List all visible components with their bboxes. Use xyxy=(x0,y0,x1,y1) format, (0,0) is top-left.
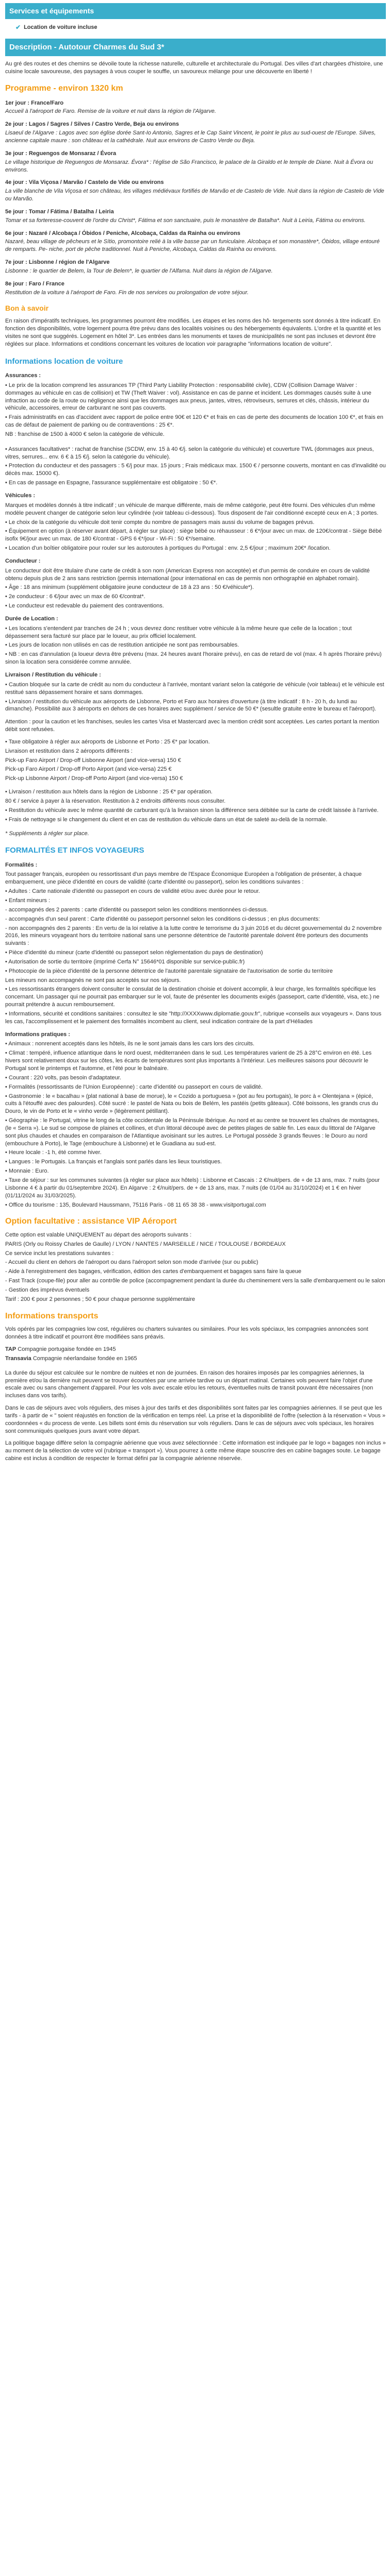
conducteur-list xyxy=(5,567,386,610)
option-line: Cette option est valable UNIQUEMENT au départ des aéroports suivants : xyxy=(5,1231,192,1238)
programme-title: Programme - environ 1320 km xyxy=(5,84,123,93)
formalites-subtitle: Formalités : xyxy=(5,861,38,868)
option-line: Tarif : 200 € pour 2 personnes ; 50 € pour chaque personne supplémentaire xyxy=(5,1296,196,1302)
formalite-line: • Adultes : Carte nationale d'identité ou passeport en cours de validité et/ou avec durée pour le retour. xyxy=(5,888,260,895)
transports-p2: Dans le cas de séjours avec vols réguliers, des mises à jour des tarifs et des disponibilités sont faites par les compagnies aériennes. Il se peut que les tarifs - à partir de « " soient réajustés en fonction de la vérification en temps réel. La prise et la disponibilité de l'offre (selection à la réservation « Vous » coordonnées « du process de vente. Les billets sont émis du réservation sur vols réguliers. Dans le cas de séjours avec vols spéciaux, les horaires sont communiqués quelques jours avant votre départ. xyxy=(5,1405,386,1434)
company-name: Transavia xyxy=(5,1355,31,1362)
option-line: - Gestion des imprévus éventuels xyxy=(5,1287,90,1293)
livraison-line: • Livraison / restitution du véhicule aux aéroports de Lisbonne, Porto et Faro aux horaires d'ouverture (à titre indicatif : 8 h - 20 h, du lundi au dimanche). Possibilité aux 3 aéroports en dehors de ces horaires avec supplément / service de 50 €* (sesultle gratuite entre le bureau et l'aéroport). xyxy=(5,698,377,713)
formalite-line: • Informations, sécurité et conditions sanitaires : consultez le site "http://XXXXwww.diplomatie.gouv.fr", rubrique «conseils aux voyageurs ». Dans tous les cas, l'accomplissement et le paiement des formalités incombent au client, seul indication contraire de la part d'Héliades xyxy=(5,1010,382,1025)
info-line: • Monnaie : Euro. xyxy=(5,1168,49,1175)
restitution-line: 80 € / service à payer à la réservation. Restitution à 2 endroits différents nous consulter. xyxy=(5,798,226,804)
day-text: Le village historique de Reguengos de Monsaraz. Évora* : l'église de São Francisco, le palace de la Giraldo et le temple de Diane. Nuit à Évora ou environs. xyxy=(5,159,373,173)
info-line: • Gastronomie : le « bacalhau » (plat national à base de morue), le « Cozido a portuguesa » (pot au feu portugais), le porc à « Olentejana » (épicé, cuits à l'étouffé avec des palourdes). Côté sucré : le pastel de Nata ou bois de Belém, les pastéis (petits gâteaux). Côté boissons, les grands crus du Douro, le vin de Porto et le « vinho verde » (légèrement pétillant). xyxy=(5,1093,378,1115)
taxe-line: Pick-up Faro Airport / Drop-off Porto Airport (and vice-versa) 225 € xyxy=(5,766,172,773)
option-line: - Accueil du client en dehors de l'aéroport ou dans l'aéroport selon son mode d'arrivée (sur ou public) xyxy=(5,1259,258,1266)
day-text: Lisaeul de l'Algarve : Lagos avec son église dorée Sant-Io Antonio, Sagres et le Cap Saint Vincent, le point le plus au sud-ouest de l'Europe. Silves, ancienne capitale maure : son château et la cathédrale. Nuit aux environs de Castro Verde ou Beja. xyxy=(5,130,376,144)
conducteur-title: Conducteur : xyxy=(5,557,41,564)
service-item-label: Location de voiture incluse xyxy=(24,24,97,30)
restitution-line: • Livraison / restitution aux hôtels dans la région de Lisbonne : 25 €* par opération. xyxy=(5,789,213,795)
taxe-line: Livraison et restitution dans 2 aéroports différents : xyxy=(5,748,133,754)
formalite-line: • Pièce d'identité du mineur (carte d'identité ou passeport selon réglementation du pays de destination) xyxy=(5,950,263,956)
option-title: Option facultative : assistance VIP Aéroport xyxy=(5,1217,177,1226)
formalite-line: • Photocopie de la pièce d'identité de la personne détentrice de l'autorité parentale signataire de l'autorisation de sortie du territoire xyxy=(5,968,333,974)
bon-a-savoir-title: Bon à savoir xyxy=(5,304,49,313)
company-text: Compagnie portugaise fondée en 1945 xyxy=(16,1346,116,1352)
transports-p3: La politique bagage diffère selon la compagnie aérienne que vous avez sélectionnée : Cette information est indiquée par le logo « bagages non inclus » au moment de la sélection de votre vol (rubrique « transport »). Vous pourrez à cette même étape souscrire des en cabine bagages soute. Le bagage cabine est inclus à condition de respecter le format défini par la compagnie aérienne réservée. xyxy=(5,1440,386,1462)
formalite-line: - accompagnés d'un seul parent : Carte d'identité ou passeport personnel selon les conditions ci-dessus ; en plus documents: xyxy=(5,916,320,922)
formalite-line: Les mineurs non accompagnés ne sont pas acceptés sur nos séjours. xyxy=(5,977,181,984)
day-text: Restitution de la voiture à l'aéroport de Faro. Fin de nos services ou prolongation de votre séjour. xyxy=(5,289,249,296)
formalites-list xyxy=(5,871,386,1025)
livraison-list xyxy=(5,681,386,713)
vehicule-line: • Location d'un boîtier obligatoire pour rouler sur les autoroutes à portiques du Portugal : env. 2,5 €/jour ; maximum 20€* /location. xyxy=(5,545,331,552)
day-text: La ville blanche de Vila Viçosa et son château, les villages médiévaux fortifiés de Marvão et de Castelo de Vide. Nuit dans la région de Castelo de Vide ou Marvão. xyxy=(5,188,384,202)
day-title: 6e jour : Nazaré / Alcobaça / Óbidos / Peniche, Alcobaça, Caldas da Rainha ou environs xyxy=(5,230,240,236)
duree-list xyxy=(5,625,386,666)
service-item xyxy=(15,23,386,31)
services-title: Services et équipements xyxy=(5,3,386,19)
taxe-line: Pick-up Faro Airport / Drop-off Lisbonne Airport (and vice-versa) 150 € xyxy=(5,757,181,764)
info-line: • Heure locale : -1 h, été comme hiver. xyxy=(5,1149,102,1156)
footnote: * Suppléments à régler sur place. xyxy=(5,830,89,837)
day-title: 5e jour : Tomar / Fátima / Batalha / Leiria xyxy=(5,208,114,215)
transports-p1: La durée du séjour est calculée sur le nombre de nuitées et non de journées. En raison des horaires imposés par les compagnies aériennes, la première et/ou la dernière nuit peuvent se trouver écourtées par une arrivée tardive ou un départ matinal. Certaines vols peuvent faire l'objet d'une escale avec ou sans changement d'appareil. Pour les vols avec escale et/ou les retours, éventuelles nuits de transit pouvant être nécessaires (non incluses dans vos tarifs). xyxy=(5,1369,373,1399)
vehicules-list xyxy=(5,502,386,552)
formalite-line: - non accompagnés des 2 parents : En vertu de la loi relative à la lutte contre le terrorisme du 3 juin 2016 et du décret gouvernemental du 2 novembre 2016, les mineurs voyageant hors du territoire national sans une personne détentrice de l'autorité parentale doivent être porteurs des documents suivants : xyxy=(5,925,382,947)
assurance-line: • Frais administratifs en cas d'accident avec rapport de police entre 90€ et 120 €* et frais en cas de perte des documents de location 100 €*, et frais en cas de défaut de paiement de parking ou de contraventions : 25 €*. xyxy=(5,414,383,429)
info-line: • Office du tourisme : 135, Boulevard Haussmann, 75116 Paris - 08 11 65 38 38 - www.visitportugal.com xyxy=(5,1201,266,1208)
companies-list xyxy=(5,1346,386,1363)
duree-line: • Les locations s'entendent par tranches de 24 h ; vous devrez donc restituer votre véhicule à la même heure que celle de la location ; tout dépassement sera facturé sur place par le loueur, au prix officiel localement. xyxy=(5,625,352,639)
day-text: Accueil à l'aéroport de Faro. Remise de la voiture et nuit dans la région de l'Algarve. xyxy=(5,108,216,115)
assurance-line: • Le prix de la location comprend les assurances TP (Third Party Liability Protection : responsabilité civile), CDW (Collision Damage Waiver : dommages au véhicule en cas de collision) et TW (Theft Waiver : vol). Assistance en cas de panne et incident. Les dommages causés suite à une infraction au code de la route ou négligence ainsi que les dommages aux pneus, jantes, vitres, rétroviseurs, serrures et clés, châssis, intérieur du véhicule, accessoires, erreur de carburant ne sont pas couverts. xyxy=(5,382,371,412)
transports-title: Informations transports xyxy=(5,1311,99,1320)
day-title: 1er jour : France/Faro xyxy=(5,99,64,106)
company-name: TAP xyxy=(5,1346,17,1352)
conducteur-line: • Le conducteur est redevable du paiement des contraventions. xyxy=(5,603,164,609)
formalite-line: • Autorisation de sortie du territoire (imprimé Cerfa N° 15646*01 disponible sur service-public.fr) xyxy=(5,958,245,965)
duree-title: Durée de Location : xyxy=(5,615,58,622)
info-line: • Taxe de séjour : sur les communes suivantes (à régler sur place aux hôtels) : Lisbonne et Cascais : 2 €/nuit/pers. de + de 13 ans, max. 7 nuits (pour Lisbonne 4 € à partir du 01/septembre 2024). En Algarve : 2 €/nuit/pers. de + de 13 ans, max. 7 nuits (de 01/04 au 31/10/2024) et 1 € en hiver (01/11/2024 au 31/03/2025). xyxy=(5,1177,380,1199)
transports-intro: Vols opérés par les compagnies low cost, régulières ou charters suivantes ou similaires. Pour les vols spéciaux, les compagnies annoncées sont données à titre indicatif et pourront être modifiées sans préavis. xyxy=(5,1326,368,1341)
conducteur-line: Le conducteur doit être titulaire d'une carte de crédit à son nom (American Express non acceptée) et d'un permis de conduire en cours de validité obtenu depuis plus de 2 ans sans restriction (permis international (pour international en cas de permis non orthographié en alphabet romain). xyxy=(5,567,370,582)
conducteur-line: • 2e conducteur : 6 €/jour avec un max de 60 €/contrat*. xyxy=(5,594,145,600)
option-line: Ce service inclut les prestations suivantes : xyxy=(5,1250,114,1257)
info-line: • Courant : 220 volts, pas besoin d'adaptateur. xyxy=(5,1074,121,1081)
info-line: • Formalités (ressortissants de l'Union Européenne) : carte d'identité ou passeport en cours de validité. xyxy=(5,1083,263,1090)
day-title: 7e jour : Lisbonne / région de l'Algarve xyxy=(5,259,110,266)
assurance-line: NB : franchise de 1500 à 4000 € selon la catégorie de véhicule. xyxy=(5,431,165,437)
day-text: Nazaré, beau village de pêcheurs et le Sítio, promontoire relié à la ville basse par un funiculaire. Alcobaça et son monastère*, Óbidos, village entouré de remparts. Pe- niche, port de pêche traditionnel. Nuit à Peniche, Alcobaça, Caldas da Rainha ou environs. xyxy=(5,239,380,253)
conducteur-line: • Âge : 18 ans minimum (supplément obligatoire jeune conducteur de 18 à 23 ans : 50 €/véhicule*). xyxy=(5,584,254,591)
taxe-line: Pick-up Lisbonne Airport / Drop-off Porto Airport (and vice-versa) 150 € xyxy=(5,775,183,782)
assurance-line xyxy=(5,440,386,444)
livraison-line: • Caution bloquée sur la carte de crédit au nom du conducteur à l'arrivée, montant variant selon la catégorie de véhicule (voir tableau) et le véhicule est restitué sans dépassement horaire et sans dommages. xyxy=(5,681,384,696)
bon-a-savoir-text: En raison d'impératifs techniques, les programmes pourront être modifiés. Les étapes et les noms des hô- tergements sont donnés à titre indicatif. En fonction des disponibilités, votre logement pourra être prévu dans des localités voisines ou des hébergements équivalents. L'ordre et la quantité et les visites ne sont que suggérés. Logement en hôtel 3*. Les entrées dans les monuments et taxes de municipalités ne sont pas incluses et devront être réglées sur place. Informations et conditions concernant les voitures de location voir paragraphe "informations location de voiture". xyxy=(5,318,381,347)
info-line: • Climat : tempéré, influence atlantique dans le nord ouest, méditerranéen dans le sud. Les températures varient de 25 à 28°C environ en été. Les hivers sont relativement doux sur les côtes, les écarts de températures sont plus importants à l'intérieur. Les meilleures saisons pour découvrir le Portugal sont le printemps et l'automne, et l'été pour le balnéaire. xyxy=(5,1050,372,1072)
taxes-list xyxy=(5,738,386,783)
location-title: Informations location de voiture xyxy=(5,357,123,366)
day-text: Tomar et sa forteresse-couvent de l'ordre du Christ*, Fátima et son sanctuaire, puis le monastère de Batalha*. Nuit à Leiria, Fátima ou environs. xyxy=(5,217,366,224)
company-row xyxy=(5,1355,386,1363)
programme-days xyxy=(5,99,386,297)
assurance-line: • Assurances facultatives* : rachat de franchise (SCDW, env. 15 à 40 €/j. selon la catégorie du véhicule) et couverture TWL (dommages aux pneus, vitres, serrures... env. 6 € à 15 €/j. selon la catégorie du véhicule). xyxy=(5,446,374,460)
info-pratiques-list xyxy=(5,1040,386,1209)
info-line: • Animaux : nonrenent acceptés dans les hôtels, ils ne le sont jamais dans les cars lors des circuits. xyxy=(5,1041,255,1047)
checkmark-icon: ✔ xyxy=(15,23,21,31)
description-title: Description - Autotour Charmes du Sud 3* xyxy=(5,39,386,56)
vehicules-title: Véhicules : xyxy=(5,492,36,499)
description-intro: Au gré des routes et des chemins se dévoile toute la richesse naturelle, culturelle et architecturale du Portugal. Des villes d'art chargées d'histoire, une cuisine locale savoureuse, des paysages à vous couper le souffle, un savoureux mélange pour une découverte en liberté ! xyxy=(5,61,383,75)
formalite-line: - accompagnés des 2 parents : carte d'identité ou passeport selon les conditions mentionnées ci-dessus. xyxy=(5,906,268,913)
option-line: PARIS (Orly ou Roissy Charles de Gaulle) / LYON / NANTES / MARSEILLE / NICE / TOULOUSE / BORDEAUX xyxy=(5,1241,286,1247)
formalite-line: • Enfant mineurs : xyxy=(5,897,51,904)
company-text: Compagnie néerlandaise fondée en 1965 xyxy=(31,1355,137,1362)
day-title: 8e jour : Faro / France xyxy=(5,280,64,287)
livraison-title: Livraison / Restitution du véhicule : xyxy=(5,672,101,678)
vehicule-line: • Le choix de la catégorie du véhicule doit tenir compte du nombre de passagers mais aussi du volume de bagages prévus. xyxy=(5,519,315,526)
duree-line: • Les jours de location non utilisés en cas de restitution anticipée ne sont pas remboursables. xyxy=(5,642,239,649)
duree-line: • NB : en cas d'annulation (a loueur devra être prévenu (max. 24 heures avant l'horaire prévu), en cas de retard de vol (max. 4 h après l'horaire prévu) sinon la location sera considérée comme annulée. xyxy=(5,651,382,666)
info-line: • Langues : le Portugais. La français et l'anglais sont parlés dans les lieux touristiques. xyxy=(5,1159,222,1165)
day-title: 4e jour : Vila Viçosa / Marvão / Castelo de Vide ou environs xyxy=(5,179,164,186)
vehicule-line: Marques et modèles donnés à titre indicatif ; un véhicule de marque différente, mais de même catégorie, peut être fourni. Des véhicules d'un même modèle peuvent changer de catégorie selon leur cylindrée (voir tableau ci-dessous). Tous disposent de l'air conditionné excepté ceux en A ; 3 portes. xyxy=(5,502,379,516)
formalite-line: Tout passager français, européen ou ressortissant d'un pays membre de l'Espace Économique Européen a l'obligation de présenter, à chaque embarquement, une pièce d'identité en cours de validité (carte d'identité ou passeport), selon les conditions suivantes : xyxy=(5,871,362,886)
option-line: - Fast Track (coupe-file) pour aller au contrôle de police (accompagnement pendant la durée du cheminement vers la salle d'embarquement ou le salon xyxy=(5,1278,385,1284)
taxe-line: • Taxe obligatoire à régler aux aéroports de Lisbonne et Porto : 25 €* par location. xyxy=(5,738,210,745)
assurances-title: Assurances : xyxy=(5,372,41,379)
restitution-list xyxy=(5,788,386,823)
info-pratiques-title: Informations pratiques : xyxy=(5,1031,70,1038)
assurance-line: • Protection du conducteur et des passagers : 5 €/j pour max. 15 jours ; Frais médicaux max. 1500 € / personne couverts, montant en cas d'invalidité ou décès max. 15000 €). xyxy=(5,463,386,477)
info-line: • Géographie : le Portugal, vitrine le long de la côte occidentale de la Péninsule Ibérique. Au nord et au centre se trouvent les chaînes de montagnes, (le « Serra »). Le sud se compose de plaines et collines, et d'un littoral découpé avec de petites plages de sable fin. Les eaux du littoral de l'Algarve sont plus chaudes et chaudes en comparaison de l'Atlantique avoisinant sur les autres. Le Portugal possède 3 grands fleuves : le Douro au nord (embouchure à Porto), le Tage (embouchure à Lisbonne) et le Guadiana au sud-est. xyxy=(5,1117,379,1147)
formalite-line: • Les ressortissants étrangers doivent consulter le consulat de la destination choisie et doivent accomplir, à leur charge, les formalités spécifique les concernant. Un passager qui ne pourrait pas embarquer sur le vol, faute de présenter les documents exigés (passeport, carte d'identité, visa, etc.) ne pourrait prétendre à aucun remboursement. xyxy=(5,986,380,1008)
attention-text: Attention : pour la caution et les franchises, seules les cartes Visa et Mastercard avec la mention crédit sont acceptées. Les cartes portant la mention débit sont refusées. xyxy=(5,719,379,733)
vehicule-line: • Équipement en option (à réserver avant départ, à régler sur place) : siège bébé ou réhausseur : 6 €*/jour avec un max. de 120€/contrat - Siège Bébé isofix 9€/jour avec un max. de 180 €/contrat - GPS 6 €*/jour - Wi-Fi : 50 €*/semaine. xyxy=(5,528,382,543)
option-list xyxy=(5,1231,386,1303)
restitution-line: • Frais de nettoyage si le changement du client et en cas de restitution du véhicule dans un état de saleté au-delà de la normale. xyxy=(5,816,328,823)
assurances-list xyxy=(5,382,386,487)
formalites-title: FORMALITÉS ET INFOS VOYAGEURS xyxy=(5,846,144,855)
company-row xyxy=(5,1346,386,1353)
day-title: 2e jour : Lagos / Sagres / Silves / Castro Verde, Beja ou environs xyxy=(5,121,179,128)
day-text: Lisbonne : le quartier de Belem, la Tour de Belem*, le quartier de l'Alfama. Nuit dans la région de l'Algarve. xyxy=(5,267,273,274)
day-title: 3e jour : Reguengos de Monsaraz / Évora xyxy=(5,150,117,157)
option-line: - Aide à l'enregistrement des bagages, vérification, édition des cartes d'embarquement et bagages sans faire la queue xyxy=(5,1268,302,1275)
restitution-line: • Restitution du véhicule avec le même quantité de carburant qu'à la livraison sinon la différence sera débitée sur la carte de crédit laissée à l'arrivée. xyxy=(5,807,379,814)
assurance-line: • En cas de passage en Espagne, l'assurance supplémentaire est obligatoire : 50 €*. xyxy=(5,480,218,486)
